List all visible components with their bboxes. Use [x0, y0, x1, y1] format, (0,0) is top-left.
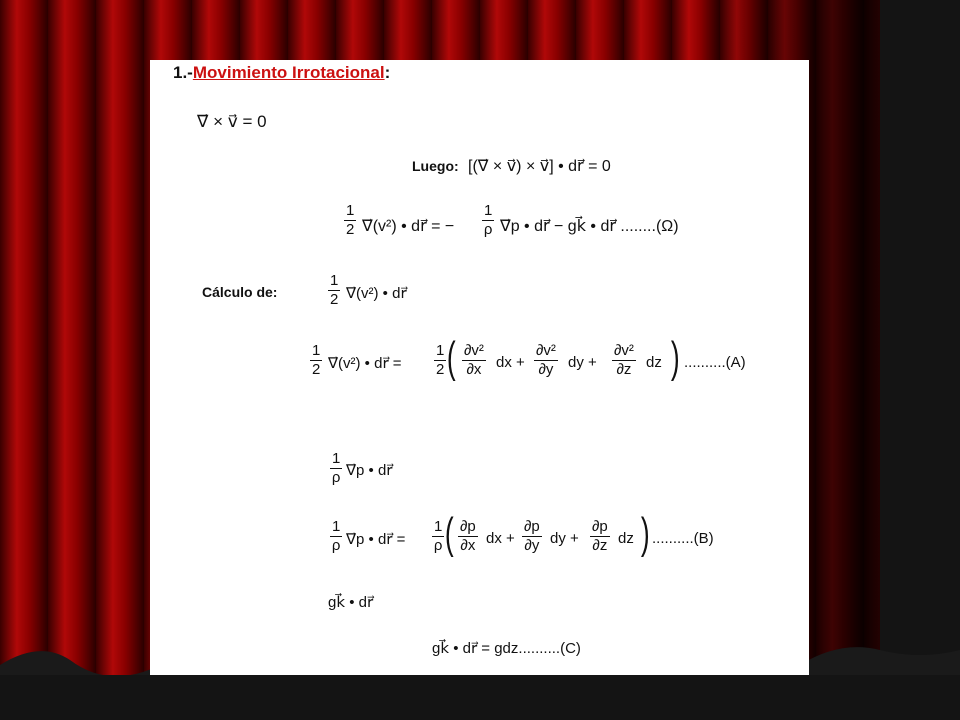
title-number: 1.- — [173, 63, 193, 82]
fraction-numerator: ∂v² — [464, 342, 484, 359]
eqB-term: dy + — [550, 530, 579, 547]
fraction-denominator: 2 — [436, 361, 445, 378]
eqC-equation: gk⃗ • dr⃗ = gdz..........(C) — [432, 640, 581, 657]
fraction-denominator: ρ — [331, 537, 341, 554]
partial-derivative — [462, 342, 486, 379]
fraction-denominator: ρ — [433, 537, 443, 554]
fraction-denominator: 2 — [312, 361, 321, 378]
luego-equation: [(∇⃗ × v⃗) × v⃗] • dr⃗ = 0 — [468, 158, 611, 175]
fraction-denominator: 2 — [330, 291, 339, 308]
title-colon: : — [384, 63, 391, 82]
fraction-numerator: 1 — [332, 518, 341, 535]
fraction-denominator: ∂y — [538, 361, 554, 378]
fraction-numerator: 1 — [436, 342, 445, 359]
title-text: Movimiento Irrotacional — [192, 63, 385, 82]
eqA-term: dx + — [496, 354, 525, 371]
fraction-one-over-rho — [330, 450, 342, 487]
pressure-expression: ∇⃗p • dr⃗ — [346, 462, 393, 479]
partial-derivative — [522, 518, 542, 555]
partial-derivative — [590, 518, 610, 555]
fraction-denominator: ∂z — [592, 537, 608, 554]
eqA-tag: ..........(A) — [684, 354, 746, 371]
eqA-term: dy + — [568, 354, 597, 371]
omega-rhs: ∇⃗p • dr⃗ − gk⃗ • dr⃗ ........(Ω) — [500, 218, 679, 235]
eqB-term: dz — [618, 530, 634, 547]
fraction-half — [344, 202, 356, 239]
fraction-numerator: 1 — [346, 202, 355, 219]
calculo-label: Cálculo de: — [202, 284, 278, 300]
partial-derivative — [458, 518, 478, 555]
eqA-term: dz — [646, 354, 662, 371]
left-parenthesis: ( — [446, 333, 456, 382]
calculo-expression: ∇⃗(v²) • dr⃗ — [346, 285, 407, 302]
partial-derivative — [534, 342, 558, 379]
formula-slide — [150, 60, 809, 675]
fraction-numerator: ∂v² — [614, 342, 634, 359]
fraction-numerator: ∂p — [592, 518, 608, 535]
fraction-numerator: 1 — [330, 272, 339, 289]
left-parenthesis: ( — [444, 509, 454, 558]
fraction-denominator: ∂y — [524, 537, 540, 554]
fraction-numerator: ∂p — [460, 518, 476, 535]
fraction-one-over-rho — [330, 518, 342, 555]
right-parenthesis: ) — [670, 333, 680, 382]
eqB-term: dx + — [486, 530, 515, 547]
fraction-numerator: 1 — [312, 342, 321, 359]
fraction-numerator: 1 — [332, 450, 341, 467]
fraction-denominator: ρ — [483, 221, 493, 238]
fraction-half — [328, 272, 340, 309]
fraction-denominator: ρ — [331, 469, 341, 486]
curl-equation: ∇⃗ × v⃗ = 0 — [197, 112, 267, 131]
omega-lhs: ∇⃗(v²) • dr⃗ = − — [362, 218, 455, 235]
fraction-numerator: 1 — [434, 518, 443, 535]
fraction-numerator: 1 — [484, 202, 493, 219]
fraction-one-over-rho — [482, 202, 494, 239]
partial-derivative — [612, 342, 636, 379]
eqB-lhs: ∇⃗p • dr⃗ = — [346, 531, 406, 548]
right-parenthesis: ) — [640, 509, 650, 558]
eqB-tag: ..........(B) — [652, 530, 714, 547]
fraction-denominator: ∂x — [460, 537, 476, 554]
fraction-denominator: ∂z — [616, 361, 632, 378]
gravity-expression: gk⃗ • dr⃗ — [328, 594, 374, 611]
luego-label: Luego: — [412, 158, 459, 174]
eqA-lhs: ∇⃗(v²) • dr⃗ = — [328, 355, 402, 372]
fraction-denominator: 2 — [346, 221, 355, 238]
fraction-numerator: ∂p — [524, 518, 540, 535]
fraction-one-over-rho — [432, 518, 444, 555]
fraction-numerator: ∂v² — [536, 342, 556, 359]
fraction-denominator: ∂x — [466, 361, 482, 378]
fraction-half — [434, 342, 446, 379]
section-title — [173, 63, 390, 83]
fraction-half — [310, 342, 322, 379]
